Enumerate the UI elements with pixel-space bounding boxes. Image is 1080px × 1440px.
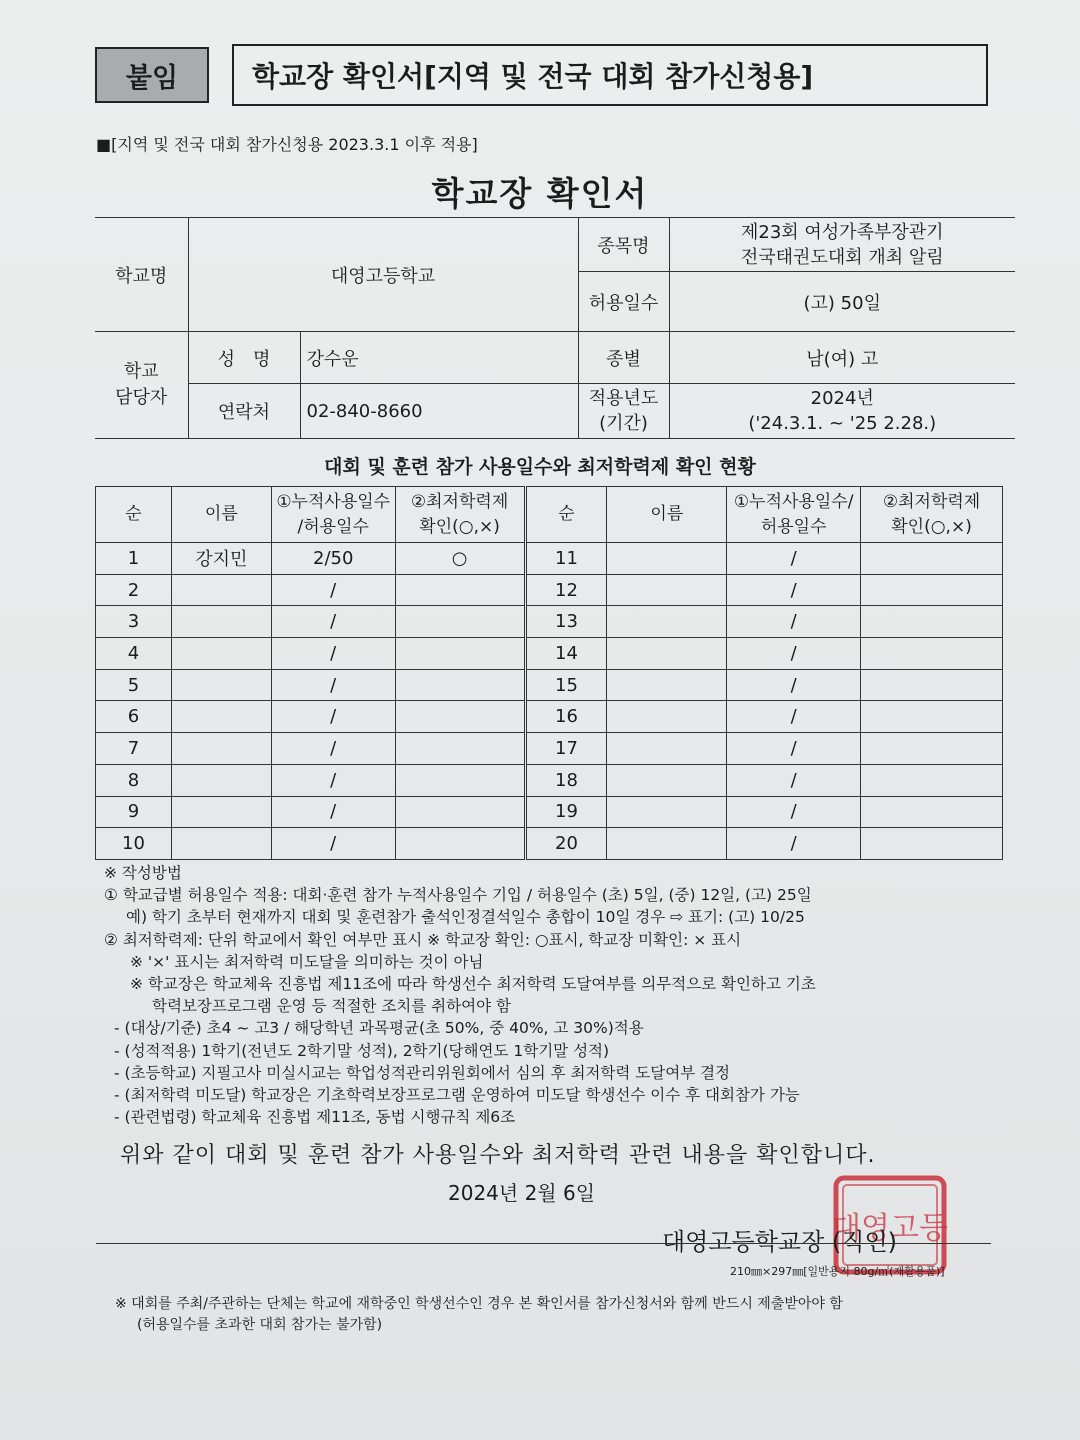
instruction-line: - (최저학력 미도달) 학교장은 기초학력보장프로그램 운영하여 미도달 학생선수 이수 후 대회참가 가능 — [114, 1086, 800, 1105]
row-name — [607, 733, 727, 765]
row-check — [395, 764, 525, 796]
table-row — [96, 669, 1003, 701]
header-check — [395, 487, 525, 543]
row-check — [861, 574, 1003, 606]
year-label-line-2: (기간) — [599, 413, 648, 434]
row-check — [861, 701, 1003, 733]
row-no: 12 — [525, 574, 607, 606]
table-row — [96, 606, 1003, 638]
row-days: / — [727, 606, 861, 638]
row-name — [171, 669, 271, 701]
allowed-label: 허용일수 — [578, 272, 669, 332]
row-days: / — [727, 733, 861, 765]
year-value — [669, 384, 1015, 439]
instruction-line: ※ '×' 표시는 최저학력 미도달을 의미하는 것이 아님 — [130, 952, 484, 971]
year-label — [578, 384, 669, 439]
table-row — [96, 733, 1003, 765]
row-no: 5 — [96, 669, 172, 701]
row-days: / — [271, 574, 395, 606]
table-row — [96, 828, 1003, 860]
row-no: 18 — [525, 764, 607, 796]
footnote — [115, 1294, 843, 1336]
row-days: 2/50 — [271, 543, 395, 575]
paper-spec: 210㎜×297㎜[일반용지 80g/㎡(재활용품)] — [730, 1265, 945, 1278]
gender-value: 남(여) 고 — [669, 332, 1015, 384]
row-no: 2 — [96, 574, 172, 606]
seal-text: 대영고등 — [832, 1211, 948, 1246]
row-name — [171, 796, 271, 828]
instruction-line: - (성적적용) 1학기(전년도 2학기말 성적), 2학기(당해연도 1학기말 성적) — [114, 1041, 610, 1060]
event-value — [669, 218, 1015, 272]
table-row — [96, 701, 1003, 733]
row-check — [395, 638, 525, 670]
instruction-line: ※ 작성방법 — [104, 864, 182, 882]
header-days-right — [727, 487, 861, 543]
row-no: 7 — [96, 733, 172, 765]
row-check — [395, 796, 525, 828]
allowed-value: (고) 50일 — [669, 272, 1015, 332]
row-check — [395, 574, 525, 606]
row-days: / — [271, 606, 395, 638]
row-days: / — [727, 796, 861, 828]
row-days: / — [271, 796, 395, 828]
year-label-line-1: 적용년도 — [588, 388, 659, 409]
row-check — [395, 701, 525, 733]
row-name — [171, 828, 271, 860]
header-check-line-2: 확인(○,×) — [419, 516, 500, 537]
row-check — [861, 669, 1003, 701]
row-days: / — [271, 701, 395, 733]
usage-table — [95, 486, 1003, 860]
table-row — [96, 764, 1003, 796]
header-days-line-1: ①누적사용일수 — [276, 491, 391, 512]
row-days: / — [271, 733, 395, 765]
row-name — [607, 796, 727, 828]
row-name — [607, 701, 727, 733]
school-label: 학교명 — [95, 218, 188, 332]
row-days: / — [727, 764, 861, 796]
row-days: / — [727, 701, 861, 733]
row-name — [607, 543, 727, 575]
document-title: 학교장 확인서 — [431, 174, 649, 213]
row-no: 16 — [525, 701, 607, 733]
year-value-line: 2024년 — [810, 388, 874, 409]
row-check — [395, 733, 525, 765]
school-value: 대영고등학교 — [188, 218, 578, 332]
row-no: 9 — [96, 796, 172, 828]
issue-date: 2024년 2월 6일 — [448, 1181, 596, 1205]
header-days-right-line-1: ①누적사용일수/ — [733, 491, 854, 512]
event-line-1: 제23회 여성가족부장관기 — [740, 221, 944, 243]
table-row — [96, 543, 1003, 575]
instruction-line: - (관련법령) 학교체육 진흥법 제11조, 동법 시행규칙 제6조 — [114, 1108, 516, 1127]
row-name — [607, 764, 727, 796]
event-line-2: 전국태권도대회 개최 알림 — [740, 246, 944, 268]
row-check — [861, 796, 1003, 828]
year-period: ('24.3.1. ~ '25 2.28.) — [748, 413, 937, 434]
header-name: 이름 — [171, 487, 271, 543]
row-check — [861, 828, 1003, 860]
table-row — [96, 638, 1003, 670]
principal-signature: 대영고등학교장 (직인) — [662, 1228, 898, 1256]
row-no: 11 — [525, 543, 607, 575]
row-check — [395, 669, 525, 701]
name-label: 성 명 — [188, 332, 300, 384]
row-check — [395, 606, 525, 638]
row-check — [861, 733, 1003, 765]
row-days: / — [271, 638, 395, 670]
header-days-right-line-2: 허용일수 — [760, 516, 827, 537]
header-no-right: 순 — [525, 487, 607, 543]
gender-label: 종별 — [578, 332, 669, 384]
row-days: / — [727, 543, 861, 575]
row-name — [607, 669, 727, 701]
row-no: 10 — [96, 828, 172, 860]
instruction-line: ※ 학교장은 학교체육 진흥법 제11조에 따라 학생선수 최저학력 도달여부를 의무적으로 확인하고 기초 — [130, 975, 816, 994]
row-no: 8 — [96, 764, 172, 796]
instruction-line: ① 학교급별 허용일수 적용: 대회·훈련 참가 누적사용일수 기입 / 허용일수 (초) 5일, (중) 12일, (고) 25일 — [104, 886, 812, 905]
table-row — [96, 796, 1003, 828]
header-check-right-line-1: ②최저학력제 — [882, 491, 981, 512]
instruction-line: 학력보장프로그램 운영 등 적절한 조치를 취하여야 함 — [152, 997, 511, 1016]
row-no: 1 — [96, 543, 172, 575]
info-table — [95, 217, 1015, 439]
row-days: / — [727, 669, 861, 701]
instructions — [104, 862, 1034, 1128]
row-name — [171, 701, 271, 733]
instruction-line: - (초등학교) 지필고사 미실시교는 학업성적관리위원회에서 심의 후 최저학력 도달여부 결정 — [114, 1063, 731, 1082]
row-name — [171, 574, 271, 606]
contact-label-line-1: 학교 — [123, 361, 159, 382]
row-name — [607, 638, 727, 670]
phone-label: 연락처 — [188, 384, 300, 439]
row-name — [171, 638, 271, 670]
row-days: / — [271, 828, 395, 860]
row-no: 13 — [525, 606, 607, 638]
row-check: ○ — [395, 543, 525, 575]
row-name — [607, 574, 727, 606]
row-check — [861, 606, 1003, 638]
confirmation-statement: 위와 같이 대회 및 훈련 참가 사용일수와 최저학력 관련 내용을 확인합니다. — [120, 1143, 876, 1168]
footnote-line-2: (허용일수를 초과한 대회 참가는 불가함) — [137, 1317, 383, 1333]
phone-value: 02-840-8660 — [300, 384, 578, 439]
instruction-line: - (대상/기준) 초4 ~ 고3 / 해당학년 과목평균(초 50%, 중 40%, 고 30%)적용 — [114, 1019, 644, 1038]
row-name — [607, 606, 727, 638]
row-no: 17 — [525, 733, 607, 765]
row-check — [861, 764, 1003, 796]
table-row — [96, 574, 1003, 606]
row-no: 6 — [96, 701, 172, 733]
row-name — [607, 828, 727, 860]
instruction-line: ② 최저학력제: 단위 학교에서 확인 여부만 표시 ※ 학교장 확인: ○표시, 학교장 미확인: × 표시 — [104, 930, 742, 949]
signature-divider — [96, 1243, 991, 1244]
header-days-line-2: /허용일수 — [297, 516, 369, 537]
row-check — [861, 638, 1003, 670]
row-no: 14 — [525, 638, 607, 670]
row-check — [395, 828, 525, 860]
row-name: 강지민 — [171, 543, 271, 575]
name-value: 강수운 — [300, 332, 578, 384]
header-name-right: 이름 — [607, 487, 727, 543]
row-name — [171, 764, 271, 796]
row-days: / — [727, 574, 861, 606]
row-name — [171, 733, 271, 765]
row-days: / — [727, 638, 861, 670]
row-days: / — [271, 669, 395, 701]
row-no: 19 — [525, 796, 607, 828]
row-no: 4 — [96, 638, 172, 670]
attachment-tag: 붙임 — [95, 47, 209, 103]
row-no: 15 — [525, 669, 607, 701]
header-title: 학교장 확인서[지역 및 전국 대회 참가신청용] — [232, 44, 988, 106]
row-no: 20 — [525, 828, 607, 860]
header-no: 순 — [96, 487, 172, 543]
row-days: / — [727, 828, 861, 860]
header-check-line-1: ②최저학력제 — [410, 491, 509, 512]
usage-header-row — [96, 487, 1003, 543]
footnote-line-1: ※ 대회를 주최/주관하는 단체는 학교에 재학중인 학생선수인 경우 본 확인서를 참가신청서와 함께 반드시 제출받아야 함 — [115, 1296, 843, 1312]
header-check-right — [861, 487, 1003, 543]
applicability-note: ■[지역 및 전국 대회 참가신청용 2023.3.1 이후 적용] — [96, 135, 478, 154]
event-label: 종목명 — [578, 218, 669, 272]
header-days — [271, 487, 395, 543]
instruction-line: 예) 학기 초부터 현재까지 대회 및 훈련참가 출석인정결석일수 총합이 10일 경우 ⇨ 표기: (고) 10/25 — [126, 908, 805, 927]
contact-label — [95, 332, 188, 439]
row-name — [171, 606, 271, 638]
contact-label-line-2: 담당자 — [115, 387, 168, 408]
row-check — [861, 543, 1003, 575]
usage-title: 대회 및 훈련 참가 사용일수와 최저학력제 확인 현황 — [324, 456, 756, 478]
header-check-right-line-2: 확인(○,×) — [891, 516, 972, 537]
row-days: / — [271, 764, 395, 796]
row-no: 3 — [96, 606, 172, 638]
